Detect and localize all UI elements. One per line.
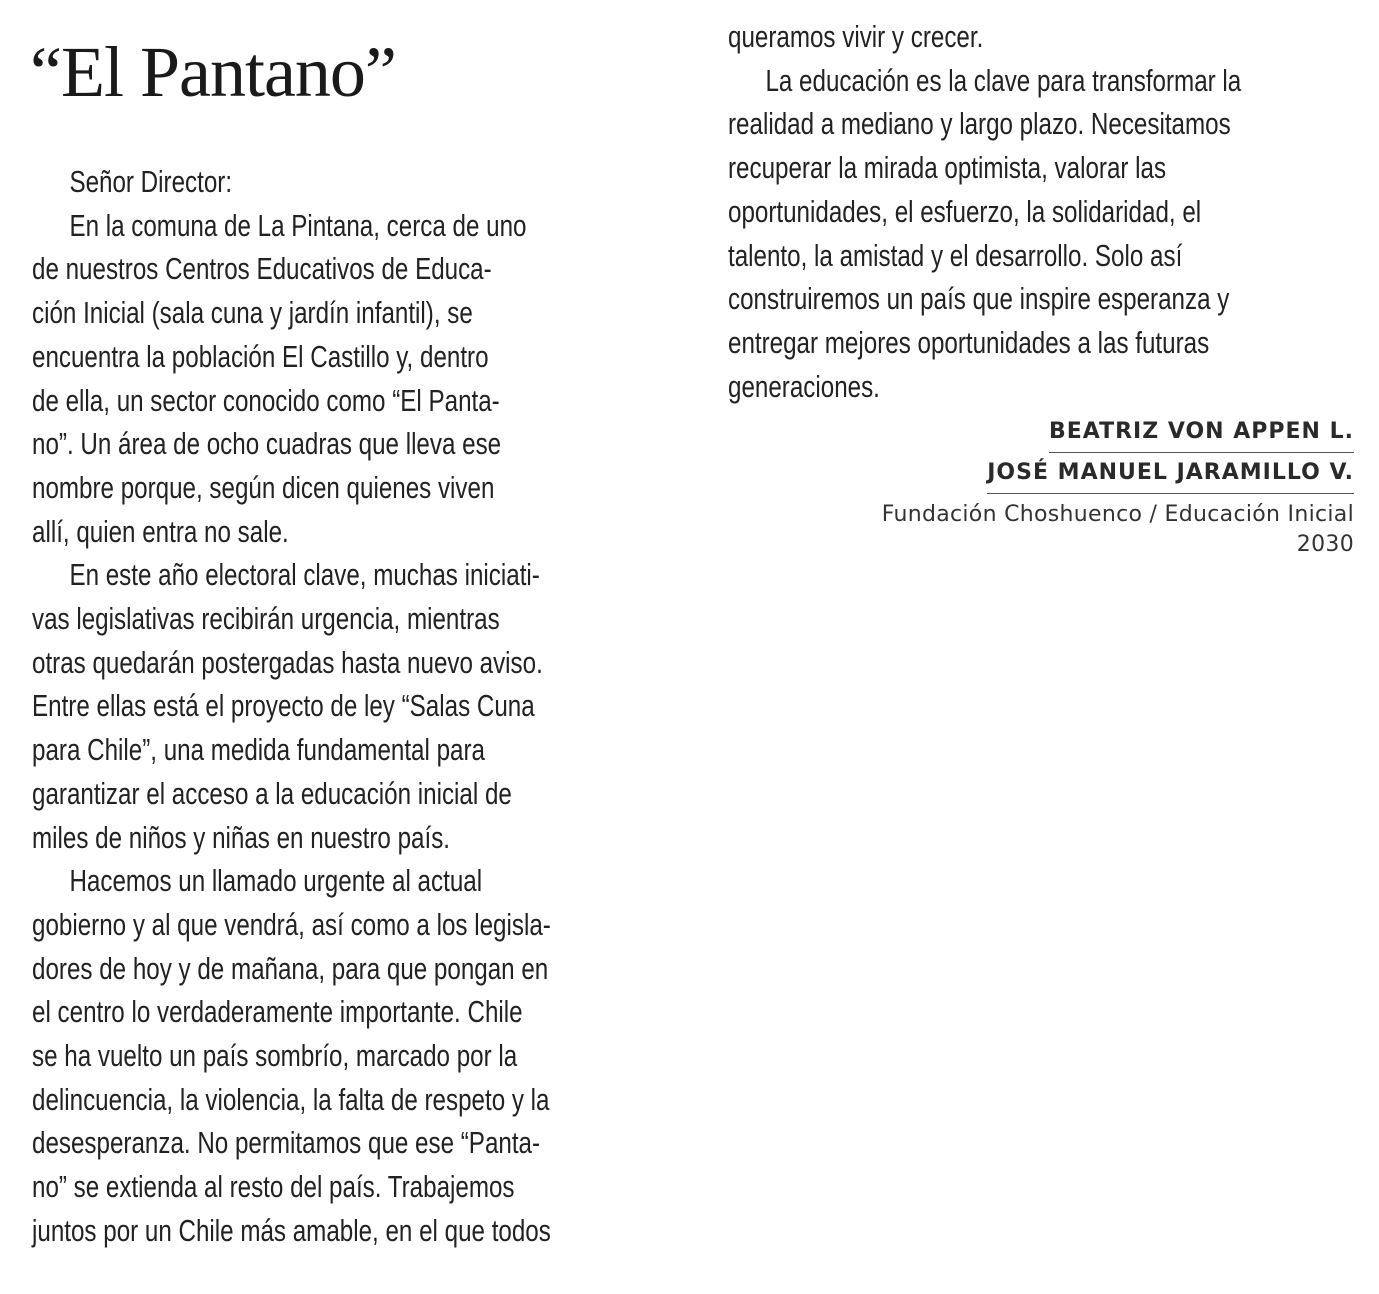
- text-line: oportunidades, el esfuerzo, la solidaridad, el: [728, 193, 1202, 229]
- text-line: no”. Un área de ocho cuadras que lleva ese: [32, 426, 502, 462]
- text-line: queramos vivir y crecer.: [728, 19, 984, 54]
- text-line: desesperanza. No permitamos que ese “Panta-: [32, 1125, 541, 1161]
- article-headline: “El Pantano”: [30, 32, 396, 112]
- text-line: vas legislativas recibirán urgencia, mientras: [32, 601, 500, 637]
- text-line: entregar mejores oportunidades a las futuras: [728, 324, 1210, 360]
- text-line: miles de niños y niñas en nuestro país.: [32, 819, 451, 855]
- text-line: nombre porque, según dicen quienes viven: [32, 469, 495, 505]
- text-line: encuentra la población El Castillo y, dentro: [32, 338, 489, 374]
- text-line: dores de hoy y de mañana, para que pongan en: [32, 950, 549, 986]
- text-line: garantizar el acceso a la educación inicial de: [32, 775, 512, 811]
- text-line: juntos por un Chile más amable, en el que todos: [32, 1212, 551, 1248]
- text-line: realidad a mediano y largo plazo. Necesitamos: [728, 106, 1231, 142]
- text-line: delincuencia, la violencia, la falta de respeto y la: [32, 1081, 550, 1117]
- text-line: Entre ellas está el proyecto de ley “Salas Cuna: [32, 688, 535, 724]
- signature-block: [834, 412, 1354, 560]
- text-line: generaciones.: [728, 368, 880, 404]
- text-line: Señor Director:: [69, 164, 233, 199]
- right-column-body: [728, 15, 1358, 408]
- left-column-body: [32, 160, 672, 1253]
- signature-organization: Fundación Choshuenco / Educación Inicial 2030: [881, 502, 1354, 557]
- text-line: no” se extienda al resto del país. Trabajemos: [32, 1169, 515, 1205]
- text-line: de nuestros Centros Educativos de Educa-: [32, 251, 492, 287]
- signature-name: BEATRIZ VON APPEN L.: [1049, 412, 1354, 453]
- text-line: construiremos un país que inspire esperanza y: [728, 281, 1230, 317]
- text-line: para Chile”, una medida fundamental para: [32, 732, 485, 768]
- text-line: ción Inicial (sala cuna y jardín infantil), se: [32, 295, 473, 331]
- text-line: otras quedarán postergadas hasta nuevo aviso.: [32, 644, 543, 680]
- signature-name: JOSÉ MANUEL JARAMILLO V.: [987, 453, 1354, 494]
- text-line: gobierno y al que vendrá, así como a los legisla-: [32, 906, 551, 942]
- text-line: recuperar la mirada optimista, valorar las: [728, 150, 1167, 186]
- text-line: de ella, un sector conocido como “El Panta-: [32, 382, 500, 418]
- text-line: allí, quien entra no sale.: [32, 513, 289, 549]
- text-line: En este año electoral clave, muchas iniciati-: [69, 557, 540, 593]
- signature-row-2: [834, 453, 1354, 494]
- text-line: Hacemos un llamado urgente al actual: [69, 863, 483, 899]
- text-line: En la comuna de La Pintana, cerca de uno: [69, 207, 527, 243]
- text-line: La educación es la clave para transformar la: [765, 62, 1242, 98]
- text-line: se ha vuelto un país sombrío, marcado por la: [32, 1038, 518, 1074]
- text-line: talento, la amistad y el desarrollo. Solo así: [728, 237, 1183, 273]
- signature-row-1: [834, 412, 1354, 453]
- text-line: el centro lo verdaderamente importante. Chile: [32, 994, 523, 1030]
